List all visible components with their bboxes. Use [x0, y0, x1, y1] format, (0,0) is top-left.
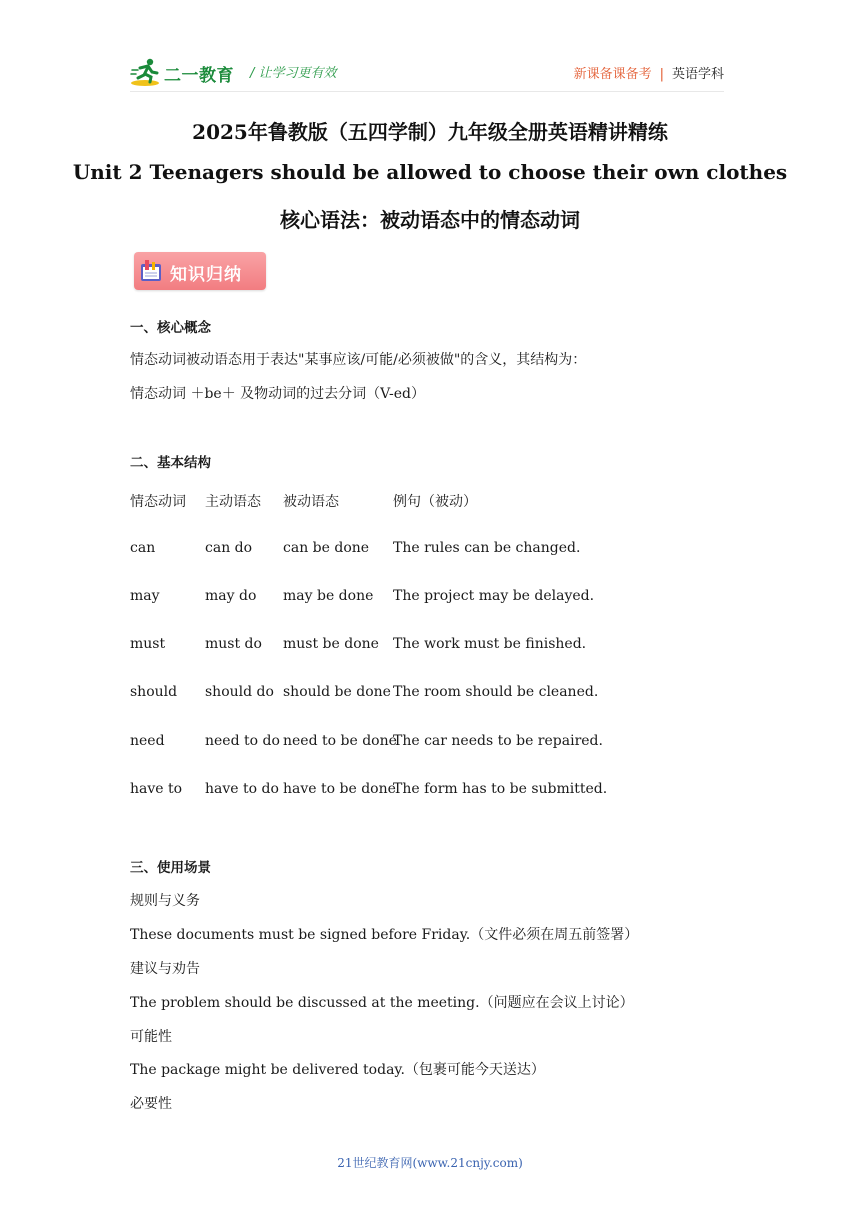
structure-formula: 情态动词 ＋be＋ 及物动词的过去分词（V-ed）	[130, 386, 425, 402]
usage-example: The package might be delivered today.（包裹可能今天送达）	[130, 1062, 545, 1078]
table-cell: need	[130, 733, 165, 749]
table-row	[130, 781, 690, 803]
table-row	[130, 588, 690, 610]
table-row	[130, 733, 690, 755]
table-cell: should	[130, 684, 178, 700]
table-cell: The project may be delayed.	[393, 588, 595, 604]
table-cell: must	[130, 636, 166, 652]
table-cell: The car needs to be repaired.	[393, 733, 603, 749]
table-cell: may	[130, 588, 160, 604]
table-header-cell: 情态动词	[130, 494, 186, 510]
book-icon	[140, 259, 162, 283]
concept-text: 情态动词被动语态用于表达"某事应该/可能/必须被做"的含义，其结构为：	[130, 352, 587, 368]
table-row	[130, 636, 690, 658]
table-cell: have to	[130, 781, 183, 797]
table-cell: have to be done	[283, 781, 396, 797]
table-cell: must be done	[283, 636, 379, 652]
usage-example: The problem should be discussed at the meeting.（问题应在会议上讨论）	[130, 995, 634, 1011]
table-header-cell: 例句（被动）	[393, 494, 477, 510]
page-header	[130, 56, 724, 90]
section-heading-basic-structure: 二、基本结构	[130, 455, 211, 471]
usage-label: 建议与劝告	[130, 961, 200, 977]
table-cell: The room should be cleaned.	[393, 684, 599, 700]
table-cell: should do	[205, 684, 274, 700]
section-heading-core-concept: 一、核心概念	[130, 320, 211, 336]
table-cell: can	[130, 540, 156, 556]
header-left-label: 新课备课备考	[573, 67, 652, 82]
doc-title: 2025年鲁教版（五四学制）九年级全册英语精讲精练	[192, 120, 668, 144]
table-cell: must do	[205, 636, 262, 652]
table-cell: may do	[205, 588, 257, 604]
usage-label: 可能性	[130, 1029, 172, 1045]
table-cell: can do	[205, 540, 253, 556]
header-right	[574, 63, 724, 82]
site-logo[interactable]	[130, 56, 240, 88]
table-cell: can be done	[283, 540, 370, 556]
table-cell: should be done	[283, 684, 391, 700]
page-footer[interactable]: 21世纪教育网(www.21cnjy.com)	[337, 1156, 523, 1170]
section-heading-usage: 三、使用场景	[130, 860, 211, 876]
table-cell: have to do	[205, 781, 279, 797]
table-row	[130, 540, 690, 562]
table-cell: The rules can be changed.	[393, 540, 581, 556]
table-cell: need to do	[205, 733, 280, 749]
slogan: / 让学习更有效	[250, 66, 337, 81]
table-cell: may be done	[283, 588, 374, 604]
knowledge-badge	[134, 252, 266, 290]
table-header-cell: 主动语态	[205, 494, 261, 510]
table-cell: need to be done	[283, 733, 397, 749]
logo-text: 二一教育	[164, 66, 234, 86]
usage-label: 必要性	[130, 1096, 172, 1112]
header-separator: |	[659, 67, 664, 82]
table-header-row	[130, 491, 690, 513]
usage-label: 规则与义务	[130, 893, 200, 909]
table-cell: The work must be finished.	[393, 636, 587, 652]
unit-title: Unit 2 Teenagers should be allowed to choose their own clothes	[72, 160, 788, 184]
header-divider	[130, 91, 724, 92]
runner-logo-icon	[130, 56, 162, 88]
header-subject: 英语学科	[671, 67, 724, 82]
grammar-title: 核心语法：被动语态中的情态动词	[280, 208, 580, 232]
usage-example: These documents must be signed before Friday.（文件必须在周五前签署）	[130, 927, 639, 943]
table-row	[130, 684, 690, 706]
badge-label: 知识归纳	[170, 265, 242, 285]
table-cell: The form has to be submitted.	[393, 781, 608, 797]
table-header-cell: 被动语态	[283, 494, 339, 510]
